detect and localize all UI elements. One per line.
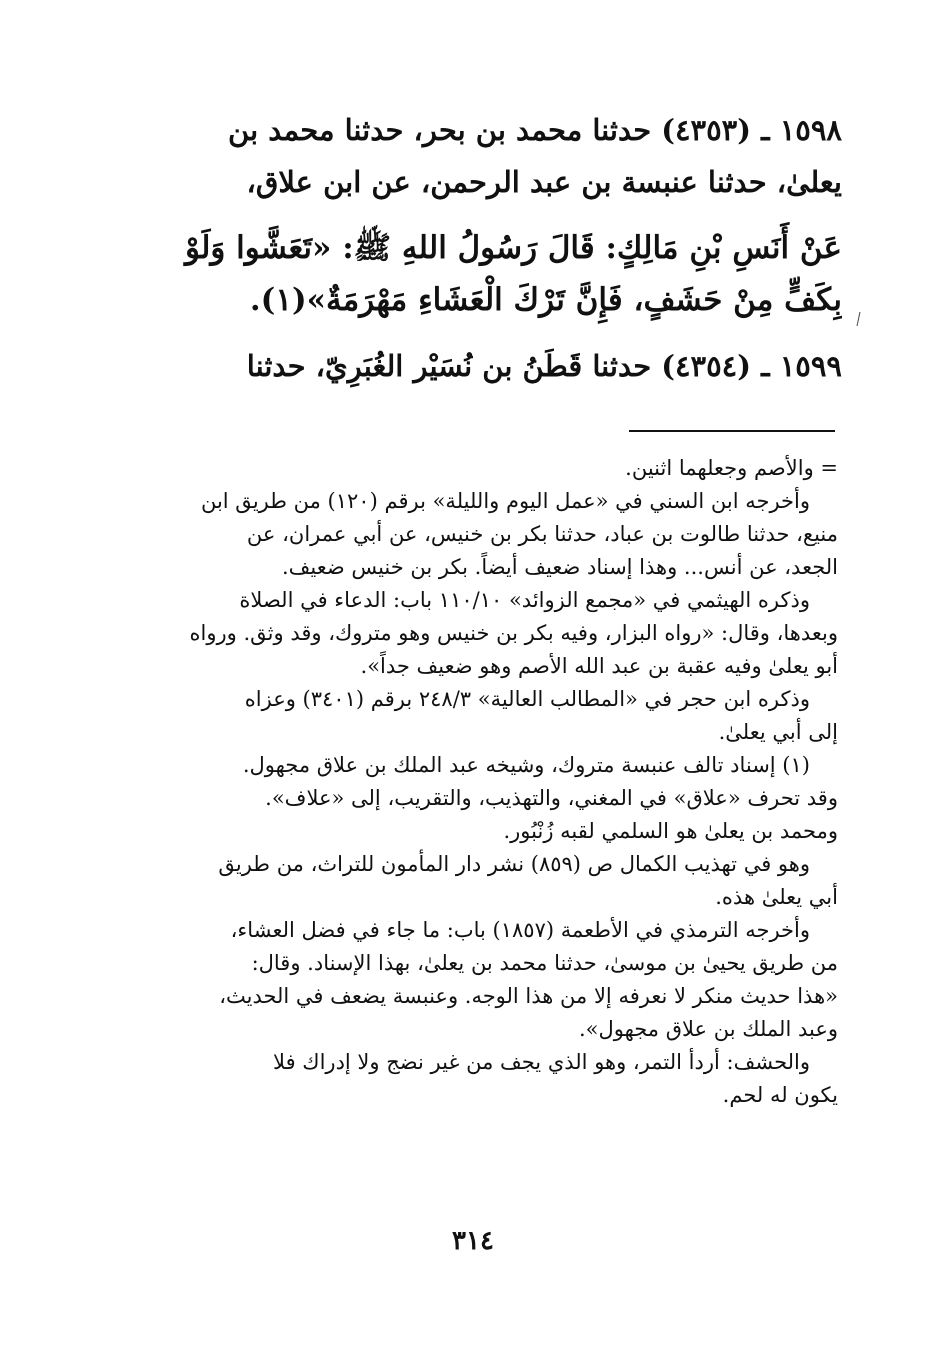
footnote-line: من طريق يحيىٰ بن موسىٰ، حدثنا محمد بن يعلىٰ، بهذا الإسناد. وقال: bbox=[251, 951, 838, 975]
footnote-line: يكون له لحم. bbox=[722, 1083, 838, 1107]
footnote-line: وبعدها، وقال: «رواه البزار، وفيه بكر بن خنيس وهو متروك، وقد وثق. ورواه bbox=[189, 621, 838, 645]
text-line: يعلىٰ، حدثنا عنبسة بن عبد الرحمن، عن ابن علاق، bbox=[246, 165, 842, 199]
text-line: ١٥٩٩ ـ (٤٣٥٤) حدثنا قَطَنُ بن نُسَيْر الغُبَرِيّ، حدثنا bbox=[246, 349, 842, 383]
footnotes bbox=[132, 452, 838, 1112]
footnote-line: وأخرجه الترمذي في الأطعمة (١٨٥٧) باب: ما جاء في فضل العشاء، bbox=[230, 918, 810, 942]
footnote-line: «هذا حديث منكر لا نعرفه إلا من هذا الوجه. وعنبسة يضعف في الحديث، bbox=[219, 984, 838, 1008]
footnote-line: (١) إسناد تالف عنبسة متروك، وشيخه عبد الملك بن علاق مجهول. bbox=[242, 753, 810, 777]
footnote-line: وهو في تهذيب الكمال ص (٨٥٩) نشر دار المأمون للتراث، من طريق bbox=[218, 852, 810, 876]
page-number: ٣١٤ bbox=[452, 1226, 494, 1256]
footnote-line: وذكره الهيثمي في «مجمع الزوائد» ١١٠/١٠ باب: الدعاء في الصلاة bbox=[239, 588, 810, 612]
hadith-entry-1598-isnad bbox=[130, 104, 842, 208]
text-line: بِكَفٍّ مِنْ حَشَفٍ، فَإِنَّ تَرْكَ الْعَشَاءِ مَهْرَمَةٌ»(١). bbox=[249, 282, 842, 318]
footnote-line: أبو يعلىٰ وفيه عقبة بن عبد الله الأصم وهو ضعيف جداً». bbox=[360, 654, 838, 678]
footnote-line: أبي يعلىٰ هذه. bbox=[715, 885, 838, 909]
footnote-line: ومحمد بن يعلىٰ هو السلمي لقبه زُنْبُور. bbox=[503, 819, 838, 843]
hadith-entry-1599-isnad bbox=[130, 340, 842, 392]
footnote-line: وذكره ابن حجر في «المطالب العالية» ٢٤٨/٣ برقم (٣٤٠١) وعزاه bbox=[244, 687, 810, 711]
footnote-line: إلى أبي يعلىٰ. bbox=[718, 720, 838, 744]
footnote-line: منيع، حدثنا طالوت بن عباد، حدثنا بكر بن خنيس، عن أبي عمران، عن bbox=[246, 522, 838, 546]
footnote-line: الجعد، عن أنس... وهذا إسناد ضعيف أيضاً. بكر بن خنيس ضعيف. bbox=[281, 555, 838, 579]
footnote-line: = والأصم وجعلهما اثنين. bbox=[625, 456, 838, 480]
footnote-separator bbox=[629, 430, 835, 432]
footnote-line: والحشف: أردأ التمر، وهو الذي يجف من غير نضج ولا إدراك فلا bbox=[273, 1050, 810, 1074]
text-line: ١٥٩٨ ـ (٤٣٥٣) حدثنا محمد بن بحر، حدثنا محمد بن bbox=[228, 113, 842, 147]
footnote-line: وعبد الملك بن علاق مجهول». bbox=[578, 1017, 838, 1041]
footnote-line: وأخرجه ابن السني في «عمل اليوم والليلة» برقم (١٢٠) من طريق ابن bbox=[200, 489, 810, 513]
margin-mark bbox=[857, 312, 865, 326]
text-line: عَنْ أَنَسِ بْنِ مَالِكٍ: قَالَ رَسُولُ اللهِ ﷺ: «تَعَشَّوا وَلَوْ bbox=[184, 230, 842, 266]
footnote-line: وقد تحرف «علاق» في المغني، والتهذيب، والتقريب، إلى «علاف». bbox=[265, 786, 838, 810]
hadith-entry-1598-matn bbox=[130, 222, 842, 326]
